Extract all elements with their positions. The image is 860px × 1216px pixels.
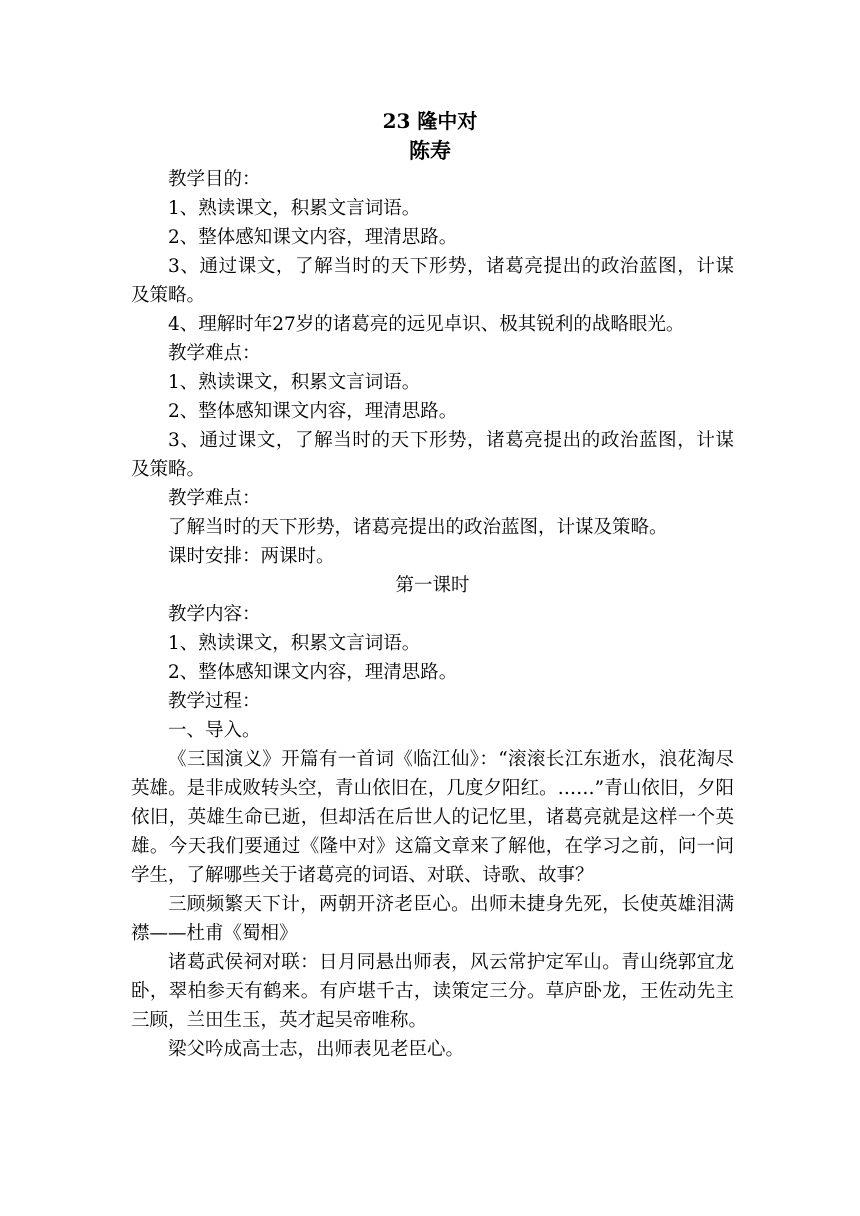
content-item: 1、熟读课文，积累文言词语。	[168, 633, 421, 654]
section-heading-difficulties: 教学难点：	[168, 488, 261, 509]
lesson-heading: 第一课时	[395, 575, 470, 596]
body-paragraph: 梁父吟成高士志，出师表见老臣心。	[168, 1039, 465, 1060]
body-paragraph: 三顾频繁天下计，两朝开济老臣心。出师未捷身先死，长使英雄泪满襟——杜甫《蜀相》	[131, 894, 734, 944]
section-heading-content: 教学内容：	[168, 604, 261, 625]
difficulty-item: 了解当时的天下形势，诸葛亮提出的政治蓝图，计谋及策略。	[168, 517, 668, 538]
difficulty-item: 3、通过课文，了解当时的天下形势，诸葛亮提出的政治蓝图，计谋及策略。	[131, 430, 734, 480]
section-heading-difficulties: 教学难点：	[168, 343, 261, 364]
content-item: 2、整体感知课文内容，理清思路。	[168, 662, 458, 683]
difficulty-item: 1、熟读课文，积累文言词语。	[168, 372, 421, 393]
schedule-line: 课时安排：两课时。	[168, 546, 335, 567]
body-paragraph: 诸葛武侯祠对联：日月同悬出师表，风云常护定军山。青山绕郭宜龙卧，翠柏参天有鹤来。有庐堪千古，读策定三分。草庐卧龙，王佐动先主三顾，兰田生玉，英才起吴帝唯称。	[131, 952, 734, 1031]
objective-item: 2、整体感知课文内容，理清思路。	[168, 227, 458, 248]
process-step: 一、导入。	[168, 720, 261, 741]
section-heading-objectives: 教学目的：	[168, 169, 261, 190]
objective-item: 1、熟读课文，积累文言词语。	[168, 198, 421, 219]
objective-item: 4、理解时年27岁的诸葛亮的远见卓识、极其锐利的战略眼光。	[168, 314, 685, 335]
section-heading-process: 教学过程：	[168, 691, 261, 712]
document-body	[131, 165, 734, 1064]
body-paragraph: 《三国演义》开篇有一首词《临江仙》：“滚滚长江东逝水，浪花淘尽英雄。是非成败转头空，青山依旧在，几度夕阳红。……”青山依旧，夕阳依旧，英雄生命已逝，但却活在后世人的记忆里，诸葛亮就是这样一个英雄。今天我们要通过《隆中对》这篇文章来了解他，在学习之前，问一问学生，了解哪些关于诸葛亮的词语、对联、诗歌、故事？	[131, 749, 734, 886]
difficulty-item: 2、整体感知课文内容，理清思路。	[168, 401, 458, 422]
document-author: 陈寿	[409, 138, 451, 163]
document-title: 23 隆中对	[382, 109, 478, 133]
objective-item: 3、通过课文，了解当时的天下形势，诸葛亮提出的政治蓝图，计谋及策略。	[131, 256, 734, 306]
